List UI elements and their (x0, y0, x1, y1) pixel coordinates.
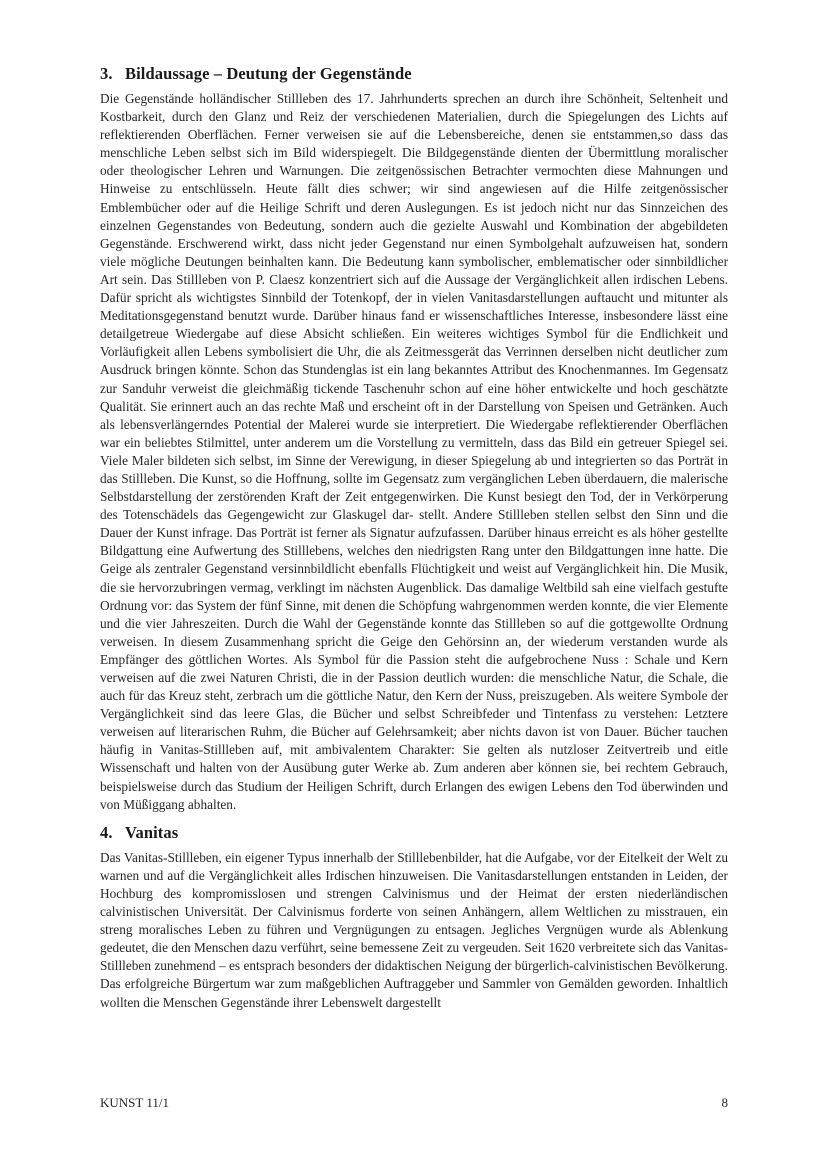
section-4-title: Vanitas (125, 822, 179, 842)
section-3-body: Die Gegenstände holländischer Stillleben des 17. Jahrhunderts sprechen an durch ihre Schönheit, Seltenheit und Kostbarkeit, durch den Glanz und Reiz der verschiedenen Materialien, durch die Spiegelungen des Lichts auf reflektierenden Oberflächen. Ferner verweisen sie auf die Lebensbereiche, denen sie entstammen,so dass das menschliche Leben selbst sich im Bild widerspiegelt. Die Bildgegenstände dienten der Übermittlung moralischer oder theologischer Lehren und Warnungen. Die zeitgenössischen Betrachter vermochten diese Mahnungen und Hinweise zu entschlüsseln. Heute fällt dies schwer; wir sind angewiesen auf die Hilfe zeitgenössischer Emblembücher oder auf die Heilige Schrift und deren Auslegungen. Es ist jedoch nicht nur das Sinnzeichen des einzelnen Gegenstandes von Bedeutung, sondern auch die gezielte Auswahl und Kombination der abgebildeten Gegenstände. Erschwerend wirkt, dass nicht jeder Gegenstand nur einen Symbolgehalt aufzuweisen hat, sondern viele mögliche Deutungen beinhalten kann. Die Bedeutung kann symbolischer, emblematischer oder sinnbildlicher Art sein. Das Stillleben von P. Claesz konzentriert sich auf die Aussage der Vergänglichkeit allen irdischen Lebens. Dafür spricht als wichtigstes Sinnbild der Totenkopf, der in vielen Vanitasdarstellungen auftaucht und mitunter als Meditationsgegenstand benutzt wurde. Darüber hinaus fand er wissenschaftliches Interesse, insbesondere lässt eine detailgetreue Wiedergabe auf diese Absicht schließen. Ein weiteres wichtiges Symbol für die Endlichkeit und Vorläufigkeit allen Lebens symbolisiert die Uhr, die als Zeitmessgerät das Verrinnen derselben nicht deutlicher zum Ausdruck bringen könnte. Schon das Stundenglas ist ein lang bekanntes Attribut des Knochenmannes. Im Gegensatz zur Sanduhr verweist die gleichmäßig tickende Taschenuhr schon auf eine höher entwickelte und hoch geschätzte Qualität. Sie erinnert auch an das rechte Maß und erscheint oft in der Darstellung von Speisen und Getränken. Auch als lebensverlängerndes Potential der Malerei wurde sie interpretiert. Die Wiedergabe reflektierender Oberflächen war ein beliebtes Stilmittel, unter anderem um die Vorstellung zu vermitteln, dass das Bild ein getreuer Spiegel sei. Viele Maler bildeten sich selbst, im Sinne der Verewigung, in dieser Spiegelung ab und integrierten so das Porträt in das Stillleben. Die Kunst, so die Hoffnung, sollte im Gegensatz zum vergänglichen Leben überdauern, die malerische Selbstdarstellung der zerstörenden Kraft der Zeit entgegenwirken. Die Kunst besiegt den Tod, der in Verkörperung des Totenschädels das Gegengewicht zur Glaskugel dar- stellt. Andere Stillleben stellen selbst den Sinn und die Dauer der Kunst infrage. Das Porträt ist ferner als Signatur aufzufassen. Darüber hinaus erreicht es als höher gestellte Bildgattung eine Aufwertung des Stilllebens, welches den niedrigsten Rang unter den Bildgattungen inne hatte. Die Geige als zentraler Gegenstand versinnbildlicht ebenfalls Flüchtigkeit und weist auf Vergänglichkeit hin. Die Musik, die sie hervorzubringen vermag, verklingt im nächsten Augenblick. Das damalige Weltbild sah eine vielfach gestufte Ordnung vor: das System der fünf Sinne, mit denen die Schöpfung wahrgenommen werden konnte, die vier Elemente und die vier Jahreszeiten. Durch die Wahl der Gegenstände konnte das Stillleben so auf die gottgewollte Ordnung verweisen. In diesem Zusammenhang spricht die Geige den Gehörsinn an, der wiederum verstanden wurde als Empfänger des göttlichen Wortes. Als Symbol für die Passion steht die aufgebrochene Nuss : Schale und Kern verweisen auf die zwei Naturen Christi, die in der Passion deutlich wurden: die menschliche Natur, die Schale, die auch für das Kreuz steht, zerbrach um die göttliche Natur, den Kern der Nuss, preiszugeben. Als weitere Symbole der Vergänglichkeit sind das leere Glas, die Bücher und selbst Schreibfeder und Tintenfass zu verstehen: Letztere verweisen auf literarischen Ruhm, die Bücher auf Gelehrsamkeit; aber nichts davon ist von Dauer. Bücher tauchen häufig in Vanitas-Stillleben auf, mit ambivalentem Charakter: Sie gelten als nutzloser Zeitvertreib und eitle Wissenschaft und halten von der Ausübung guter Werke ab. Zum anderen aber können sie, bei rechtem Gebrauch, beispielsweise durch das Studium der Heiligen Schrift, durch Erlangen des ewigen Lebens den Tod überwinden und von Müßiggang abhalten. (100, 91, 728, 812)
footer-course-label: KUNST 11/1 (100, 1095, 169, 1110)
page-content (100, 64, 728, 1012)
section-4-heading (100, 823, 728, 843)
section-4-body: Das Vanitas-Stillleben, ein eigener Typus innerhalb der Stilllebenbilder, hat die Aufgabe, vor der Eitelkeit der Welt zu warnen und auf die Vergänglichkeit alles Irdischen hinzuweisen. Die Vanitasdarstellungen entstanden in Leiden, der Hochburg des kompromisslosen und strengen Calvinismus und der Heimat der ersten niederländischen calvinistischen Universität. Der Calvinismus forderte von seinen Anhängern, allem Weltlichen zu misstrauen, ein streng moralisches Leben zu führen und Vergnügungen zu entsagen. Jegliches Vergnügen wurde als Ablenkung gedeutet, die den Menschen dazu verführt, seine bemessene Zeit zu vergeuden. Seit 1620 verbreitete sich das Vanitas-Stillleben zunehmend – es entsprach besonders der didaktischen Neigung der bürgerlich-calvinistischen Bevölkerung. Das erfolgreiche Bürgertum war zum maßgeblichen Auftraggeber und Sammler von Gemälden geworden. Inhaltlich wollten die Menschen Gegenstände ihrer Lebenswelt dargestellt (100, 849, 728, 1010)
section-3-title: Bildaussage – Deutung der Gegenstände (125, 64, 412, 83)
section-4-number: 4. (100, 822, 113, 842)
page-number: 8 (721, 1095, 728, 1110)
section-3-heading (100, 64, 728, 84)
section-3-number: 3. (100, 64, 113, 83)
